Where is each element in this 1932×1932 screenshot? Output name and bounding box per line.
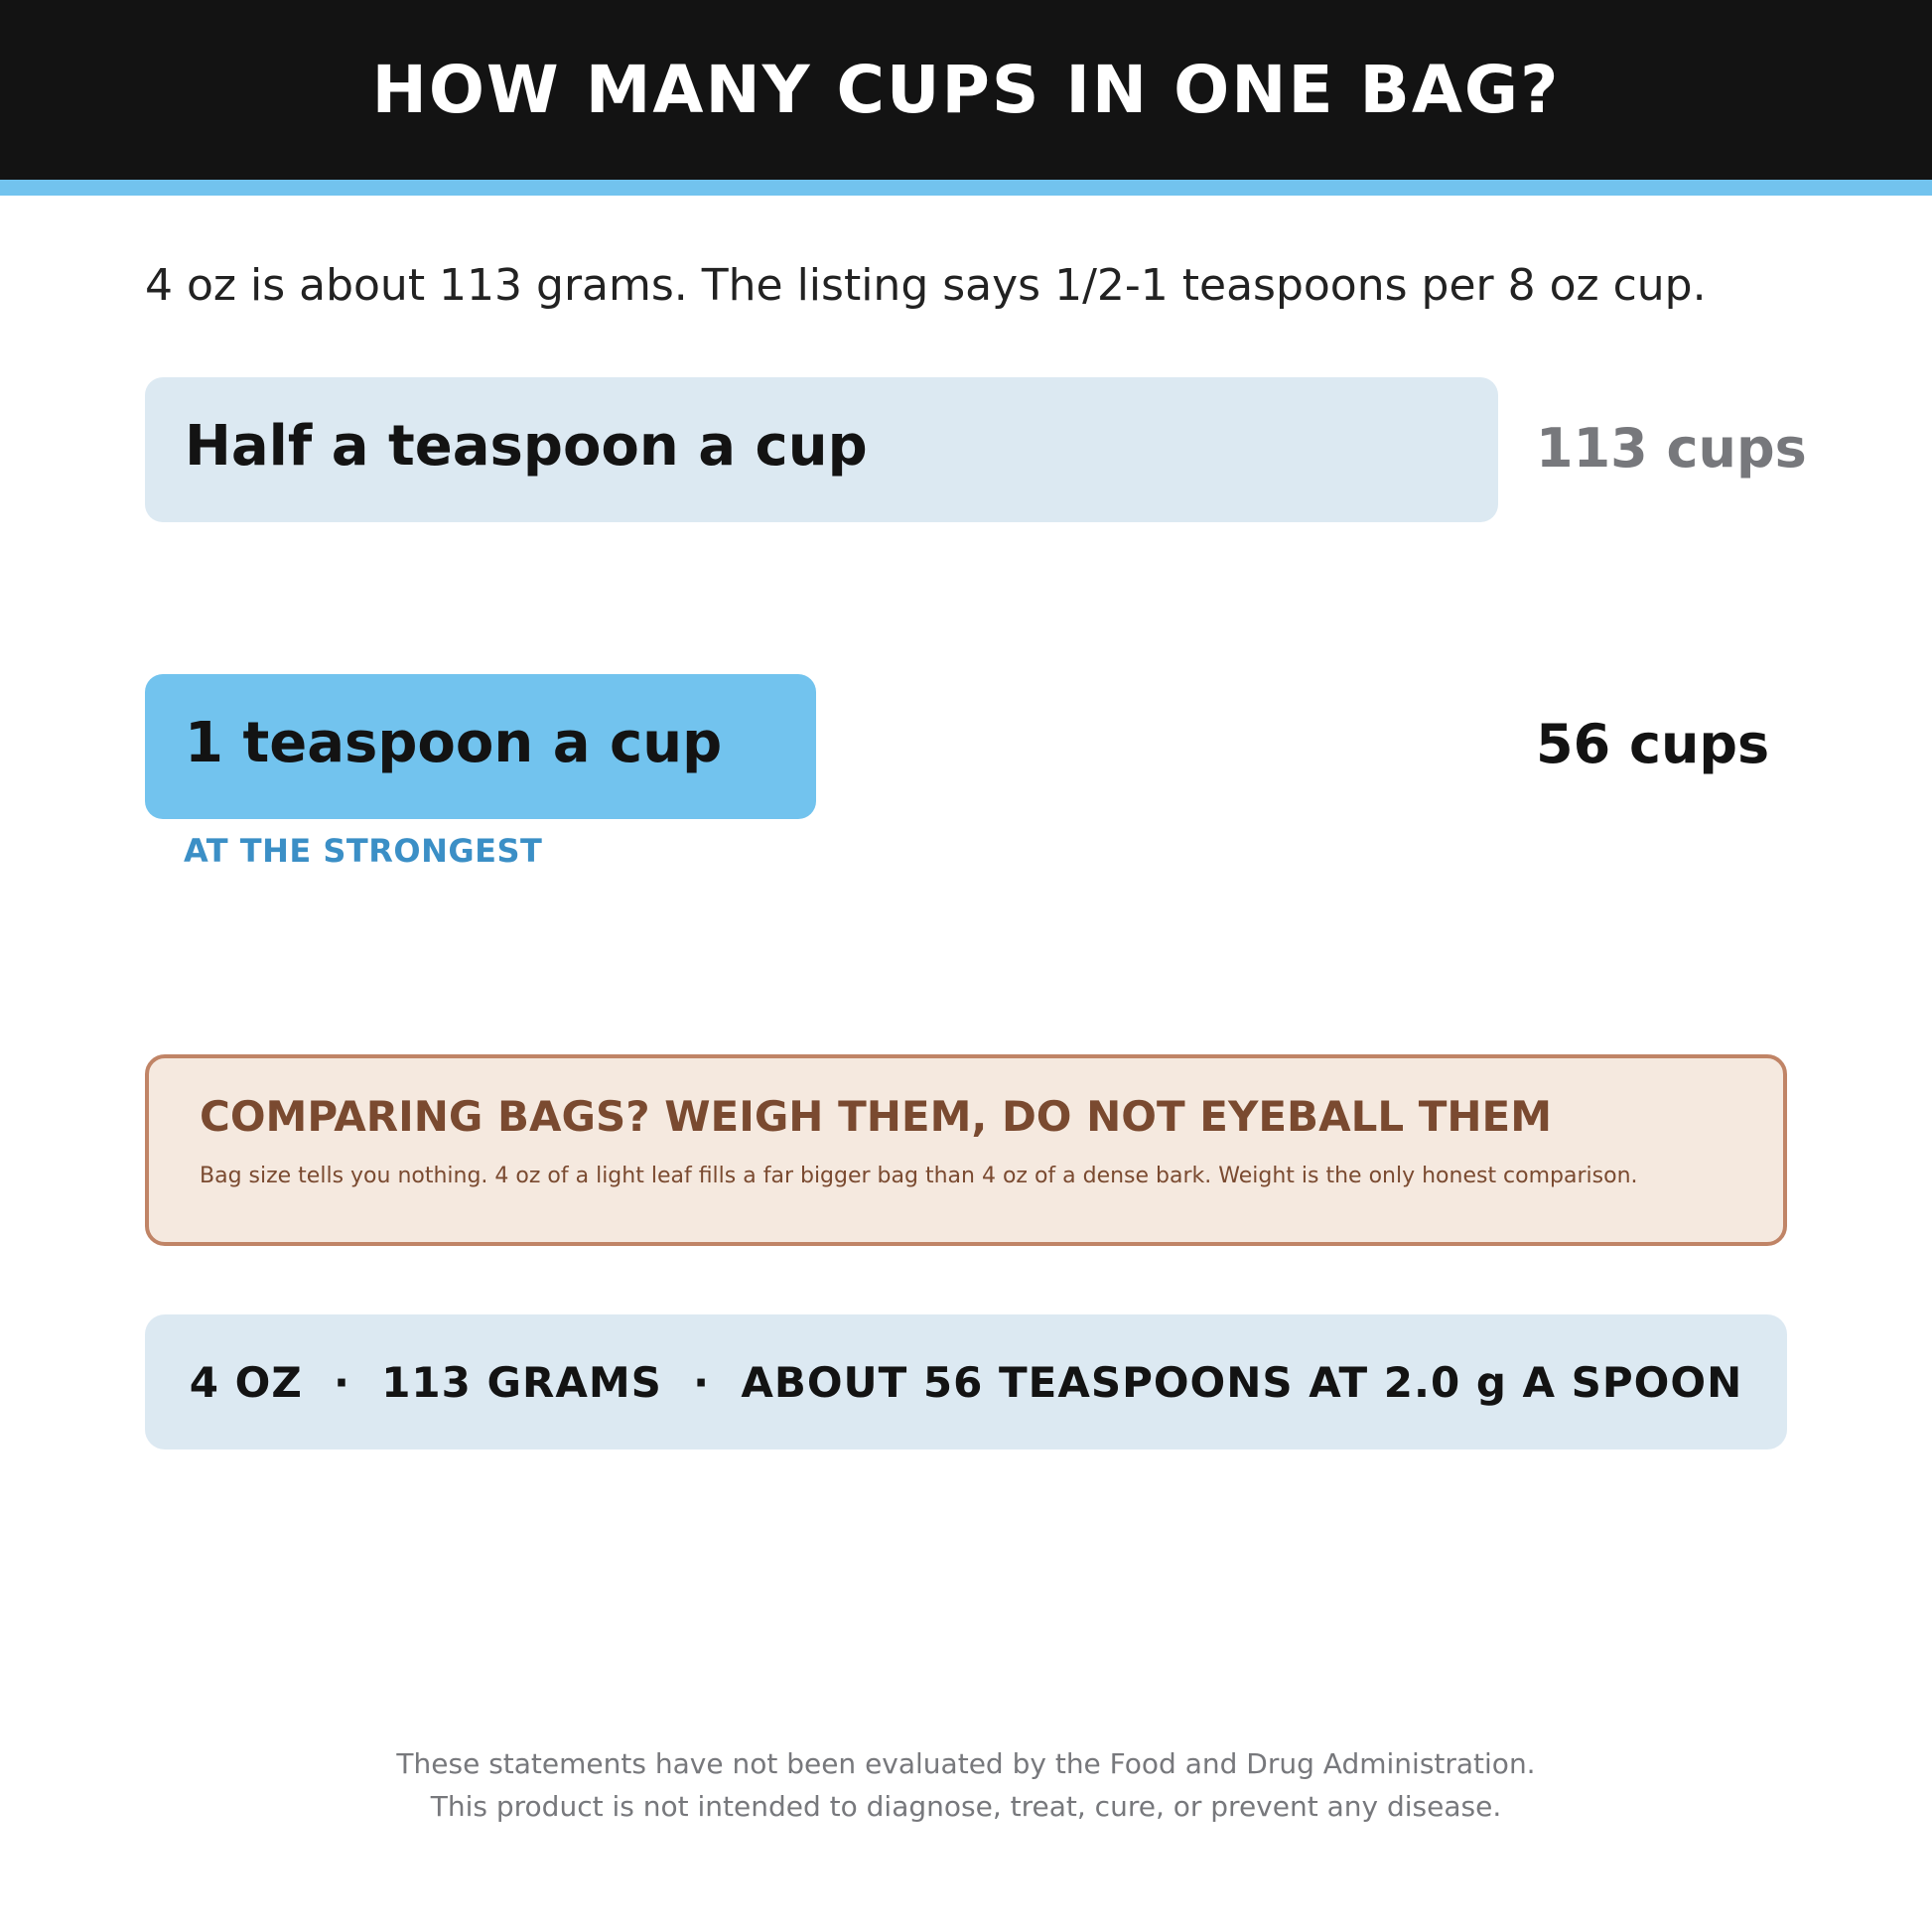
cups-value-half-teaspoon: 113 cups: [1536, 417, 1807, 480]
header-banner: [0, 0, 1932, 180]
bar-one-teaspoon: [145, 674, 816, 819]
bar-label-half-teaspoon: Half a teaspoon a cup: [185, 413, 868, 479]
intro-text: 4 oz is about 113 grams. The listing says 1/2-1 teaspoons per 8 oz cup.: [145, 260, 1707, 311]
cups-value-one-teaspoon: 56 cups: [1536, 713, 1770, 775]
bar-half-teaspoon: [145, 377, 1498, 522]
accent-divider: [0, 180, 1932, 196]
summary-strip: [145, 1314, 1787, 1449]
callout-body: Bag size tells you nothing. 4 oz of a light leaf fills a far bigger bag than 4 oz of a dense bark. Weight is the only honest comparison.: [200, 1164, 1638, 1188]
summary-text: 4 OZ · 113 GRAMS · ABOUT 56 TEASPOONS AT 2.0 g A SPOON: [189, 1357, 1743, 1407]
strongest-note: AT THE STRONGEST: [184, 832, 543, 870]
callout-box: [145, 1054, 1787, 1246]
page-title: HOW MANY CUPS IN ONE BAG?: [371, 52, 1561, 128]
bar-label-one-teaspoon: 1 teaspoon a cup: [185, 710, 723, 775]
disclaimer-line-1: These statements have not been evaluated by the Food and Drug Administration.: [396, 1747, 1536, 1780]
callout-title: COMPARING BAGS? WEIGH THEM, DO NOT EYEBALL THEM: [200, 1092, 1553, 1141]
disclaimer-line-2: This product is not intended to diagnose, treat, cure, or prevent any disease.: [430, 1790, 1502, 1823]
